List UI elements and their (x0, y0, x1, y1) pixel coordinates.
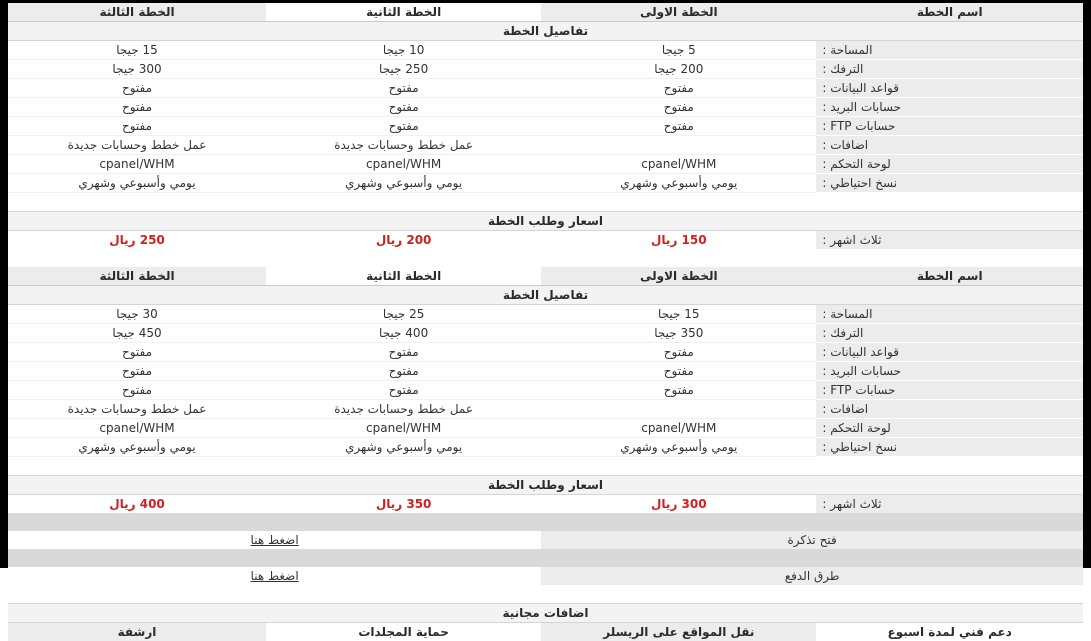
label-backup: نسخ احتياطي : (816, 174, 1083, 193)
table-row (8, 117, 1083, 136)
header-plan-2: الخطة الثانية (266, 3, 541, 22)
price-plan3-t1: 250 ريال (8, 231, 266, 250)
free-addon-migration: نقل المواقع على الريسلر (541, 623, 816, 641)
table1-prices-title-row (8, 212, 1083, 231)
value2-backup-plan1: يومي وأسبوعي وشهري (541, 438, 816, 457)
value-addons-plan3: عمل خطط وحسابات جديدة (8, 136, 266, 155)
prices-title-1: اسعار وطلب الخطة (8, 212, 1083, 231)
table-row (8, 381, 1083, 400)
value2-databases-plan3: مفتوح (8, 343, 266, 362)
free-addons-row (8, 623, 1083, 641)
value2-addons-plan2: عمل خطط وحسابات جديدة (266, 400, 541, 419)
label-space: المساحة : (816, 41, 1083, 60)
table-row (8, 324, 1083, 343)
payment-methods-label: طرق الدفع (541, 567, 1083, 585)
label-databases: قواعد البيانات : (816, 79, 1083, 98)
header2-plan-name: اسم الخطة (816, 267, 1083, 286)
label-bandwidth: الترفك : (816, 60, 1083, 79)
spacer (8, 249, 1083, 267)
value2-mail-plan2: مفتوح (266, 362, 541, 381)
prices-title-2: اسعار وطلب الخطة (8, 476, 1083, 495)
label2-ftp-accounts: حسابات FTP : (816, 381, 1083, 400)
value-addons-plan1 (541, 136, 816, 155)
value-backup-plan3: يومي وأسبوعي وشهري (8, 174, 266, 193)
value2-mail-plan1: مفتوح (541, 362, 816, 381)
plans-table-1 (8, 3, 1083, 267)
price-plan2-t1: 200 ريال (266, 231, 541, 250)
label2-control-panel: لوحة التحكم : (816, 419, 1083, 438)
left-border (0, 3, 8, 565)
spacer (8, 585, 1083, 604)
free-addons-title: اضافات مجانية (8, 604, 1083, 623)
value2-space-plan1: 15 جيجا (541, 305, 816, 324)
label2-databases: قواعد البيانات : (816, 343, 1083, 362)
label2-backup: نسخ احتياطي : (816, 438, 1083, 457)
value-panel-plan3: cpanel/WHM (8, 155, 266, 174)
table2-details-title-row (8, 286, 1083, 305)
value-space-plan1: 5 جيجا (541, 41, 816, 60)
value2-backup-plan2: يومي وأسبوعي وشهري (266, 438, 541, 457)
label2-addons: اضافات : (816, 400, 1083, 419)
value2-addons-plan1 (541, 400, 816, 419)
value-space-plan3: 15 جيجا (8, 41, 266, 60)
free-addon-archiving: ارشفة (8, 623, 266, 641)
price-plan3-t2: 400 ريال (8, 495, 266, 514)
table-row (8, 60, 1083, 79)
value2-panel-plan1: cpanel/WHM (541, 419, 816, 438)
header2-plan-1: الخطة الاولى (541, 267, 816, 286)
value-ftp-plan3: مفتوح (8, 117, 266, 136)
value-mail-plan3: مفتوح (8, 98, 266, 117)
value2-ftp-plan2: مفتوح (266, 381, 541, 400)
value-bandwidth-plan2: 250 جيجا (266, 60, 541, 79)
payment-methods-row (8, 567, 1083, 585)
table-row (8, 362, 1083, 381)
value2-bandwidth-plan1: 350 جيجا (541, 324, 816, 343)
free-addons-title-row (8, 604, 1083, 623)
table-row (8, 174, 1083, 193)
plans-table-2 (8, 267, 1083, 641)
label-mail-accounts: حسابات البريد : (816, 98, 1083, 117)
table1-header-row (8, 3, 1083, 22)
table1-prices-row (8, 231, 1083, 250)
label-three-months-1: ثلاث اشهر : (816, 231, 1083, 250)
value-mail-plan1: مفتوح (541, 98, 816, 117)
payment-methods-link-cell[interactable] (8, 567, 541, 585)
table-row (8, 79, 1083, 98)
value-mail-plan2: مفتوح (266, 98, 541, 117)
value2-backup-plan3: يومي وأسبوعي وشهري (8, 438, 266, 457)
payment-methods-link[interactable]: اضغط هنا (251, 569, 299, 583)
price-plan2-t2: 350 ريال (266, 495, 541, 514)
value-ftp-plan1: مفتوح (541, 117, 816, 136)
value-databases-plan2: مفتوح (266, 79, 541, 98)
open-ticket-link-cell[interactable] (8, 531, 541, 549)
spacer (8, 457, 1083, 476)
value2-space-plan3: 30 جيجا (8, 305, 266, 324)
value-panel-plan2: cpanel/WHM (266, 155, 541, 174)
value-bandwidth-plan1: 200 جيجا (541, 60, 816, 79)
value2-ftp-plan1: مفتوح (541, 381, 816, 400)
value2-space-plan2: 25 جيجا (266, 305, 541, 324)
label2-space: المساحة : (816, 305, 1083, 324)
value-backup-plan1: يومي وأسبوعي وشهري (541, 174, 816, 193)
header-plan-1: الخطة الاولى (541, 3, 816, 22)
value-space-plan2: 10 جيجا (266, 41, 541, 60)
label-addons: اضافات : (816, 136, 1083, 155)
table-row (8, 419, 1083, 438)
header-plan-name: اسم الخطة (816, 3, 1083, 22)
right-border (1083, 3, 1091, 565)
table2-prices-row (8, 495, 1083, 514)
value-backup-plan2: يومي وأسبوعي وشهري (266, 174, 541, 193)
value-bandwidth-plan3: 300 جيجا (8, 60, 266, 79)
header-plan-3: الخطة الثالثة (8, 3, 266, 22)
free-addon-folder-protection: حماية المجلدات (266, 623, 541, 641)
table2-prices-title-row (8, 476, 1083, 495)
value2-panel-plan3: cpanel/WHM (8, 419, 266, 438)
table1-details-title-row (8, 22, 1083, 41)
table-row (8, 400, 1083, 419)
label-ftp-accounts: حسابات FTP : (816, 117, 1083, 136)
table-row (8, 98, 1083, 117)
table-row (8, 305, 1083, 324)
label2-mail-accounts: حسابات البريد : (816, 362, 1083, 381)
table-row (8, 155, 1083, 174)
divider (8, 513, 1083, 531)
details-title-2: تفاصيل الخطة (8, 286, 1083, 305)
header2-plan-2: الخطة الثانية (266, 267, 541, 286)
table2-header-row (8, 267, 1083, 286)
free-addon-support: دعم فني لمدة اسبوع (816, 623, 1083, 641)
open-ticket-label: فتح تذكرة (541, 531, 1083, 549)
divider (8, 549, 1083, 567)
table-row (8, 438, 1083, 457)
table-row (8, 41, 1083, 60)
table-row (8, 343, 1083, 362)
value-databases-plan1: مفتوح (541, 79, 816, 98)
open-ticket-link[interactable]: اضغط هنا (251, 533, 299, 547)
header2-plan-3: الخطة الثالثة (8, 267, 266, 286)
label-control-panel: لوحة التحكم : (816, 155, 1083, 174)
value2-bandwidth-plan2: 400 جيجا (266, 324, 541, 343)
value2-ftp-plan3: مفتوح (8, 381, 266, 400)
details-title-1: تفاصيل الخطة (8, 22, 1083, 41)
price-plan1-t2: 300 ريال (541, 495, 816, 514)
value2-bandwidth-plan3: 450 جيجا (8, 324, 266, 343)
value2-addons-plan3: عمل خطط وحسابات جديدة (8, 400, 266, 419)
value2-databases-plan2: مفتوح (266, 343, 541, 362)
value-databases-plan3: مفتوح (8, 79, 266, 98)
label2-bandwidth: الترفك : (816, 324, 1083, 343)
value2-mail-plan3: مفتوح (8, 362, 266, 381)
value2-databases-plan1: مفتوح (541, 343, 816, 362)
open-ticket-row (8, 531, 1083, 549)
content-sheet (8, 3, 1083, 565)
table-row (8, 136, 1083, 155)
price-plan1-t1: 150 ريال (541, 231, 816, 250)
value-panel-plan1: cpanel/WHM (541, 155, 816, 174)
value-ftp-plan2: مفتوح (266, 117, 541, 136)
label-three-months-2: ثلاث اشهر : (816, 495, 1083, 514)
value2-panel-plan2: cpanel/WHM (266, 419, 541, 438)
value-addons-plan2: عمل خطط وحسابات جديدة (266, 136, 541, 155)
spacer (8, 193, 1083, 212)
